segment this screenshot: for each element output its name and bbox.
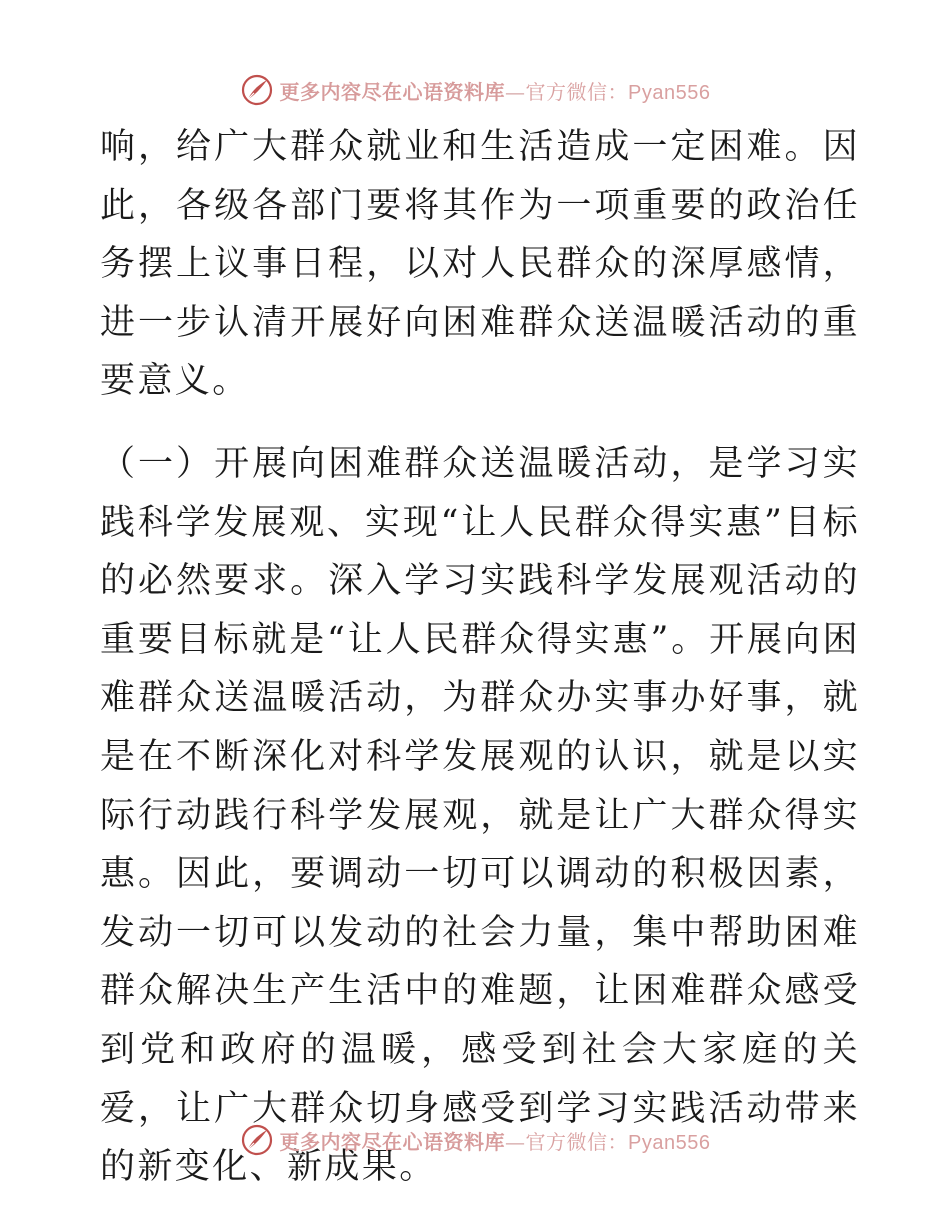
watermark-separator: — (505, 1129, 526, 1154)
quill-in-circle-icon (240, 73, 274, 107)
watermark-wechat-id: Pyan556 (628, 1131, 711, 1154)
quill-in-circle-icon (240, 1123, 274, 1157)
document-body (100, 118, 860, 1197)
watermark-separator: — (505, 79, 526, 104)
watermark-main-text: 更多内容尽在心语资料库 (279, 1129, 506, 1154)
paragraph-1: 响，给广大群众就业和生活造成一定困难。因此，各级各部门要将其作为一项重要的政治任务摆上议事日程，以对人民群众的深厚感情，进一步认清开展好向困难群众送温暖活动的重要意义。 (100, 127, 860, 402)
watermark-text (280, 76, 711, 105)
watermark-text (280, 1126, 711, 1155)
watermark-main-text: 更多内容尽在心语资料库 (279, 79, 506, 104)
watermark-footer (0, 1120, 950, 1160)
watermark-wechat-id: Pyan556 (628, 81, 711, 104)
watermark-label: 官方微信： (525, 79, 629, 104)
watermark-header (0, 70, 950, 110)
watermark-label: 官方微信： (525, 1129, 629, 1154)
paragraph-2: （一）开展向困难群众送温暖活动，是学习实践科学发展观、实现“让人民群众得实惠”目标的必然要求。深入学习实践科学发展观活动的重要目标就是“让人民群众得实惠”。开展向困难群众送温暖活动，为群众办实事办好事，就是在不断深化对科学发展观的认识，就是以实际行动践行科学发展观，就是让广大群众得实惠。因此，要调动一切可以调动的积极因素，发动一切可以发动的社会力量，集中帮助困难群众解决生产生活中的难题，让困难群众感受到党和政府的温暖，感受到社会大家庭的关爱，让广大群众切身感受到学习实践活动带来的新变化、新成果。 (100, 443, 860, 1188)
